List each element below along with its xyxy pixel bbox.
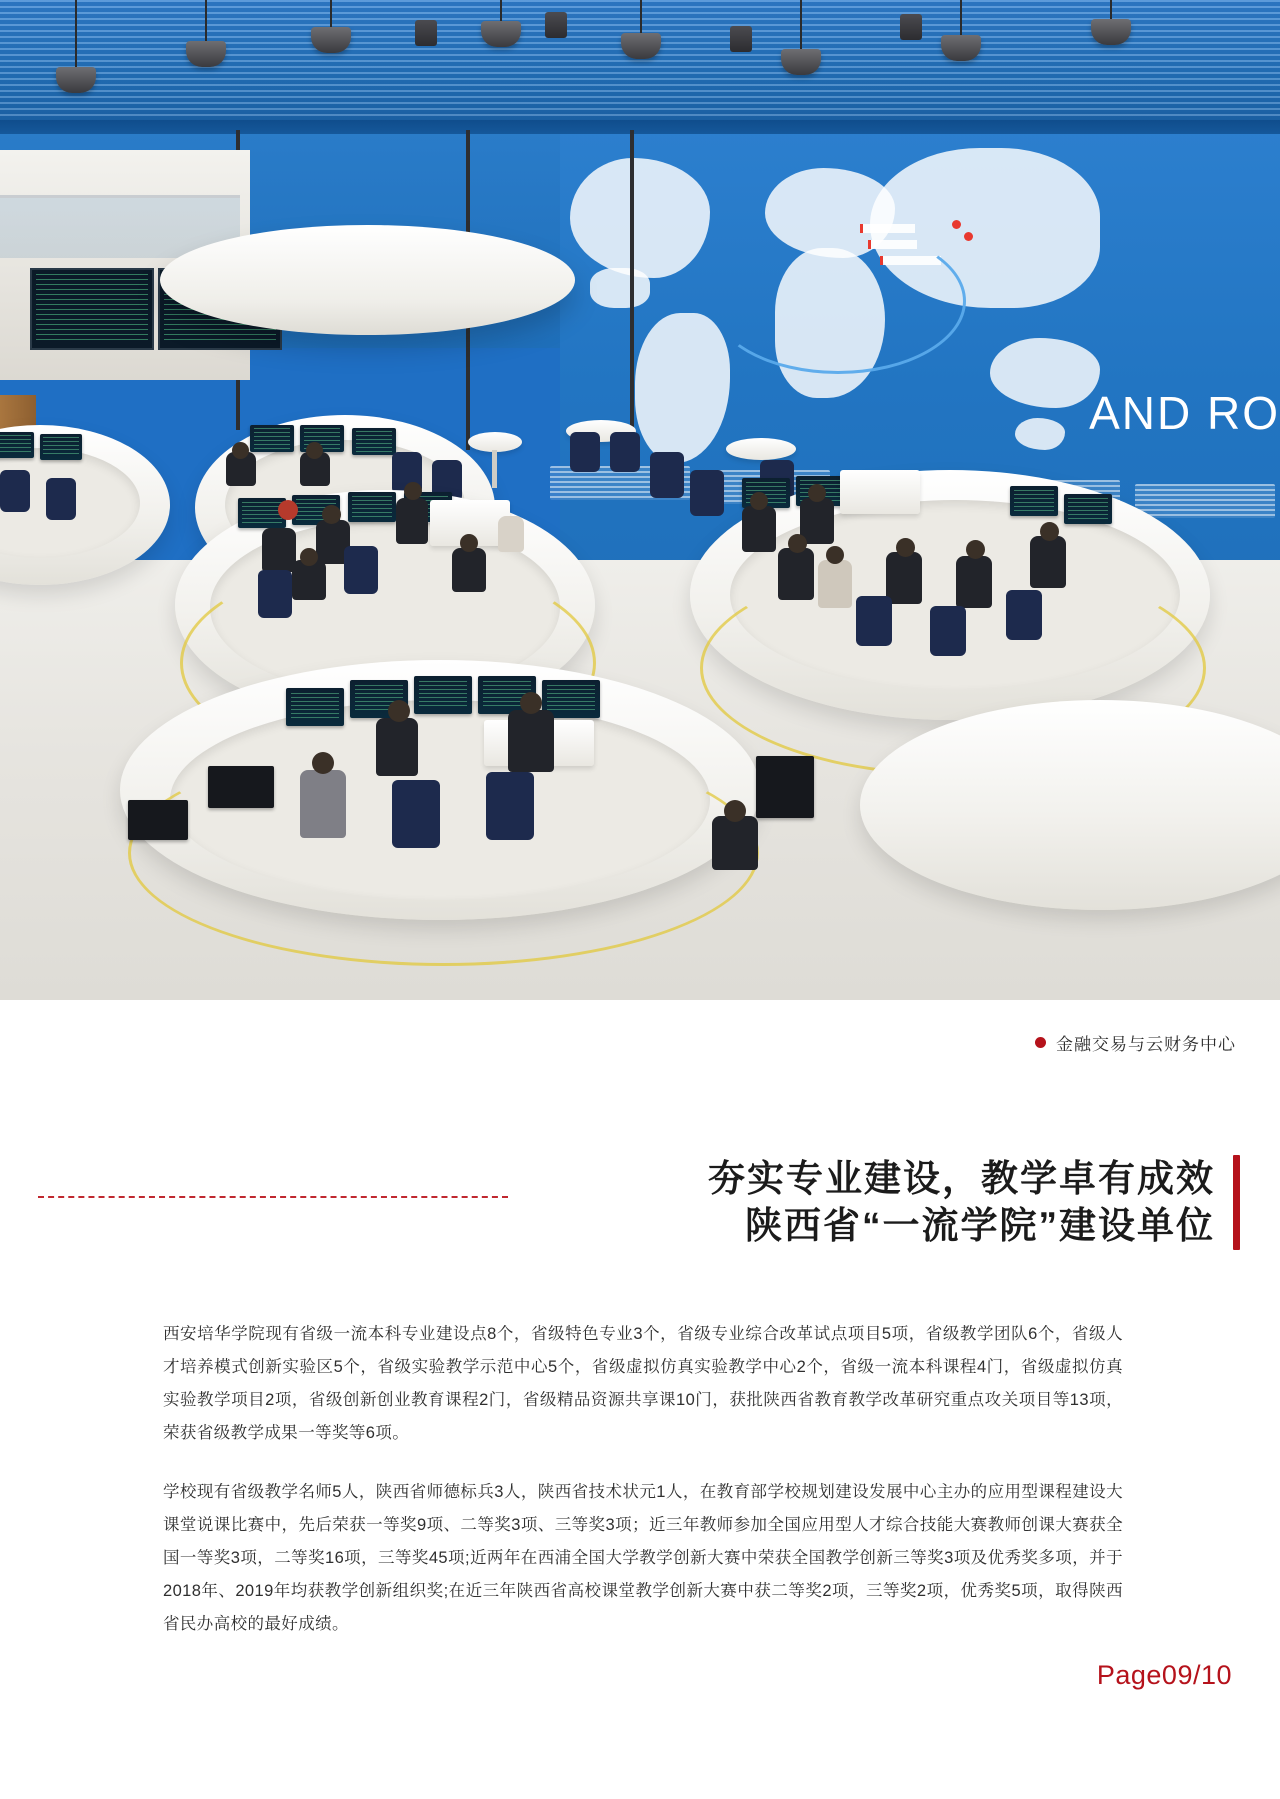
caption-label: 金融交易与云财务中心 [1056,1035,1236,1054]
office-chair [610,432,640,472]
person-head [966,540,985,559]
pendant-lamp [205,0,207,66]
heading-line-2: 陕西省“一流学院”建设单位 [745,1205,1215,1247]
office-chair [258,570,292,618]
map-shape-north-america [570,158,710,278]
monitor [40,434,82,460]
heading-accent-bar [1233,1155,1240,1250]
map-marker-china [952,220,961,229]
section-divider-dashed [38,1196,508,1198]
map-marker-east-asia [964,232,973,241]
page-number [1097,1660,1232,1691]
page-number-value: 09/10 [1161,1660,1232,1690]
ceiling-canopy [160,225,575,335]
seated-person [292,560,326,600]
person-head-cap [278,500,298,520]
page-number-label: Page [1096,1660,1162,1690]
ceiling-speaker [545,12,567,38]
seated-person-gray [300,770,346,838]
person-head [1040,522,1059,541]
office-chair [650,452,684,498]
monitor-back [128,800,188,840]
map-route-line [710,228,966,374]
pendant-lamp [960,0,962,60]
pendant-lamp [500,0,502,46]
person-head [460,534,478,552]
monitor [414,676,472,714]
person-head [312,752,334,774]
seated-person [508,710,554,772]
heading-line-1: 夯实专业建设，教学卓有成效 [708,1158,1215,1199]
paragraph-1: 西安培华学院现有省级一流本科专业建设点8个，省级特色专业3个，省级专业综合改革试点项目5项，省级教学团队6个，省级人才培养模式创新实验区5个，省级实验教学示范中心5个，省级虚拟仿真实验教学中心2个，省级一流本科课程4门，省级虚拟仿真实验教学项目2项，省级创新创业教育课程2门，省级精品资源共享课10门，获批陕西省教育教学改革研究重点攻关项目等13项，荣获省级教学成果一等奖等6项。 [163,1325,1123,1442]
standing-person-light [818,560,852,608]
seated-person [956,556,992,608]
table-leg [492,450,497,488]
monitor [0,432,34,458]
monitor [250,425,294,452]
seated-person [742,506,776,552]
person-head [750,492,768,510]
seated-person [1030,536,1066,588]
monitor-back [208,766,274,808]
pendant-lamp [1110,0,1112,44]
person-head [388,700,410,722]
seated-person [712,816,758,870]
wall-text: AND RO [1089,387,1280,439]
map-shape-new-zealand [1015,418,1065,450]
round-table [726,438,796,460]
monitor [286,688,344,726]
office-chair [856,596,892,646]
person-head [300,548,318,566]
wall-display-1 [30,268,154,350]
wall-vent-5 [1135,484,1275,518]
person-head [306,442,323,459]
seated-person [886,552,922,604]
pendant-lamp [75,0,77,92]
pendant-lamp [330,0,332,52]
person-head [322,505,341,524]
body-copy [163,1318,1123,1667]
caption-bullet-icon [1035,1037,1046,1048]
person-head [404,482,422,500]
office-chair [570,432,600,472]
office-chair [1006,590,1042,640]
office-chair [930,606,966,656]
person-head [826,546,844,564]
map-shape-central-america [590,268,650,308]
monitor [1010,486,1058,516]
ceiling-speaker [900,14,922,40]
office-chair [690,470,724,516]
seated-person [452,548,486,592]
section-heading [708,1155,1240,1250]
map-shape-south-america [635,313,730,463]
ceiling-speaker [730,26,752,52]
office-chair [392,780,440,848]
monitor [348,492,396,522]
monitor [1064,494,1112,524]
pendant-lamp [800,0,802,74]
pendant-lamp [640,0,642,58]
map-shape-australia [990,338,1100,408]
ceiling-edge [0,120,1280,134]
seated-person [376,718,418,776]
seated-person [262,528,296,572]
office-chair [46,478,76,520]
person-head [808,484,826,502]
paragraph-2: 学校现有省级教学名师5人，陕西省师德标兵3人，陕西省技术状元1人，在教育部学校规划建设发展中心主办的应用型课程建设大课堂说课比赛中，先后荣获一等奖9项、二等奖3项、三等奖3项；近三年教师参加全国应用型人才综合技能大赛教师创课大赛获全国一等奖3项，二等奖16项，三等奖45项;近两年在西浦全国大学教学创新大赛中荣获全国教学创新三等奖3项及优秀奖多项，并于2018年、2019年均获教学创新组织奖;在近三年陕西省高校课堂教学创新大赛中获二等奖2项，三等奖2项，优秀奖5项，取得陕西省民办高校的最好成绩。 [163,1483,1123,1633]
monitor-back [756,756,814,818]
standing-person-light [498,516,524,552]
photo-caption [1035,1030,1236,1055]
person-head [788,534,807,553]
ceiling-speaker [415,20,437,46]
seated-person [778,548,814,600]
office-chair [486,772,534,840]
support-pole [630,130,634,430]
standing-person [396,498,428,544]
person-head [520,692,542,714]
office-chair [0,470,30,512]
person-head [232,442,249,459]
round-table [468,432,522,452]
office-chair [344,546,378,594]
monitor [352,428,396,455]
person-head [896,538,915,557]
desk [840,470,920,514]
person-head [724,800,746,822]
